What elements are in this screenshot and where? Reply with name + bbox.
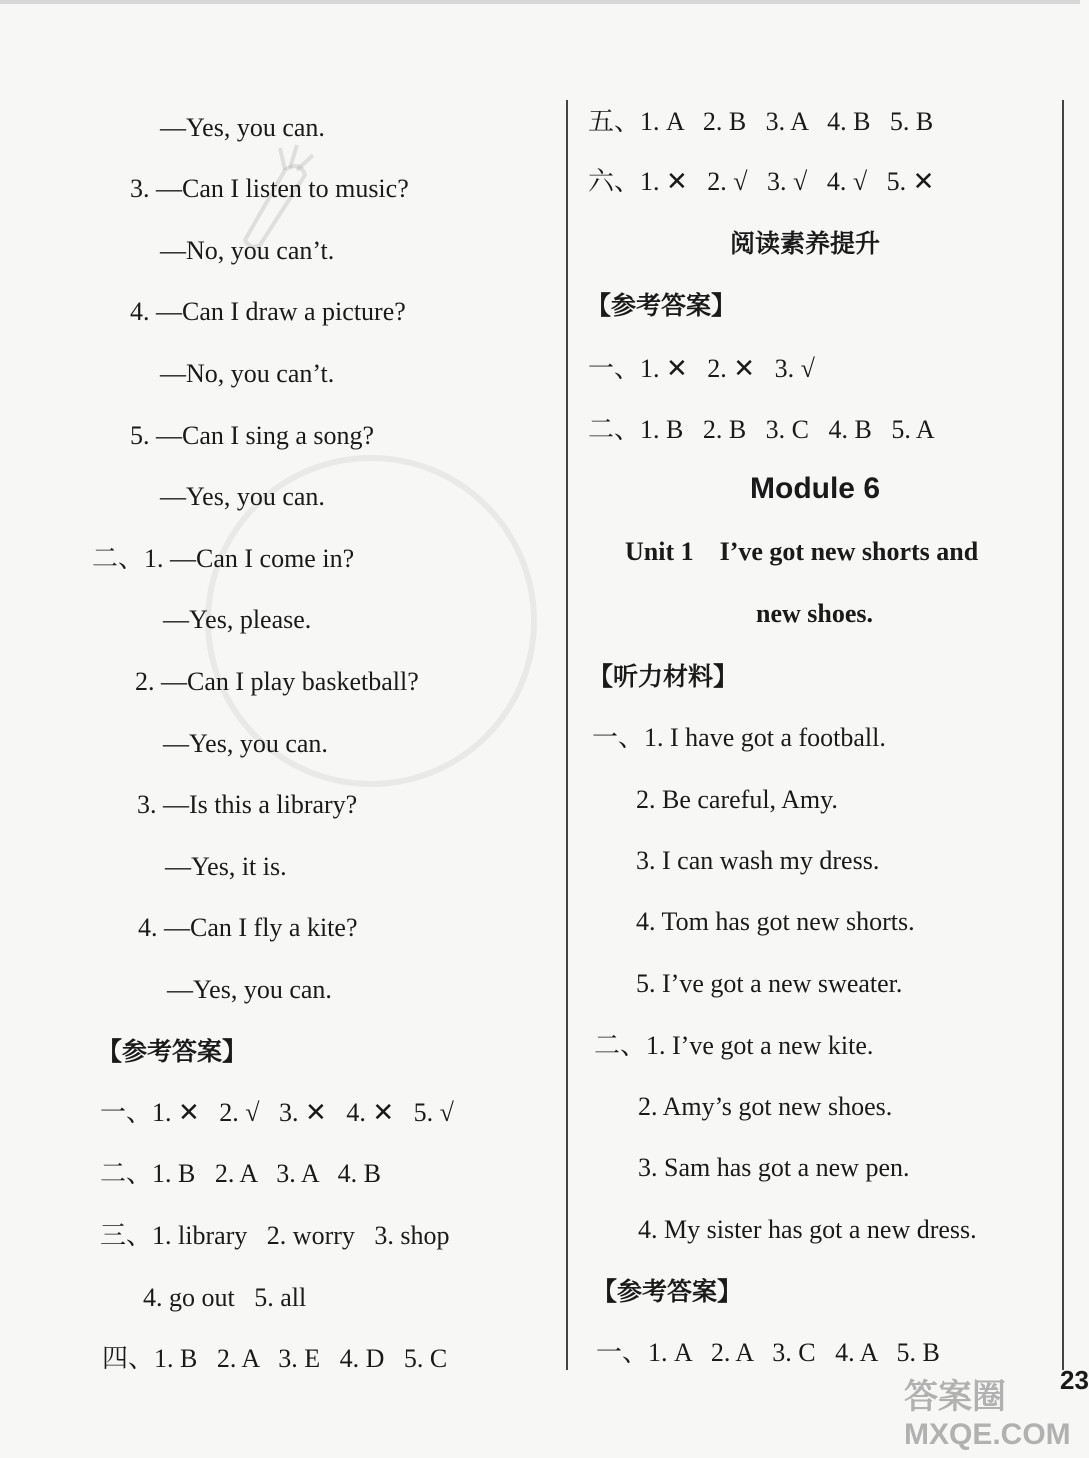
reference-answer-heading: 【参考答案】 xyxy=(97,1037,248,1066)
listening-heading: 【听力材料】 xyxy=(588,662,739,691)
listening-line: 2. Be careful, Amy. xyxy=(636,785,838,814)
right-column xyxy=(580,0,1080,1458)
listening-line: 一、1. I have got a football. xyxy=(592,723,886,752)
answer-line: 一、1. ✕ 2. √ 3. ✕ 4. ✕ 5. √ xyxy=(100,1098,454,1127)
answer-line: —Yes, you can. xyxy=(160,482,325,511)
listening-line: 4. My sister has got a new dress. xyxy=(638,1215,977,1244)
listening-line: 3. Sam has got a new pen. xyxy=(638,1153,910,1182)
listening-line: 4. Tom has got new shorts. xyxy=(636,907,915,936)
listening-line: 2. Amy’s got new shoes. xyxy=(638,1092,893,1121)
answer-line: 3. —Is this a library? xyxy=(137,790,358,819)
answer-line: —Yes, you can. xyxy=(163,729,328,758)
column-divider xyxy=(566,100,568,1370)
answer-line: —Yes, you can. xyxy=(160,113,325,142)
site-logo xyxy=(900,1370,1070,1450)
answer-line: 3. —Can I listen to music? xyxy=(130,174,409,203)
reference-answer-heading: 【参考答案】 xyxy=(592,1277,743,1306)
answer-line: 五、1. A 2. B 3. A 4. B 5. B xyxy=(588,107,934,136)
answer-line: —Yes, please. xyxy=(163,605,312,634)
answer-line: —Yes, you can. xyxy=(167,975,332,1004)
answer-line: 2. —Can I play basketball? xyxy=(135,667,419,696)
answer-line: —No, you can’t. xyxy=(160,236,335,265)
unit-title-continued: new shoes. xyxy=(756,599,874,628)
answer-line: 5. —Can I sing a song? xyxy=(130,421,375,450)
answer-line: 二、1. B 2. A 3. A 4. B xyxy=(100,1159,381,1188)
answer-line: 4. —Can I draw a picture? xyxy=(130,297,406,326)
answer-line: 4. —Can I fly a kite? xyxy=(138,913,358,942)
reading-heading: 阅读素养提升 xyxy=(730,229,881,258)
answer-line: 4. go out 5. all xyxy=(143,1283,307,1312)
answer-line: 二、1. —Can I come in? xyxy=(92,544,355,573)
answer-line: 一、1. A 2. A 3. C 4. A 5. B xyxy=(596,1338,940,1367)
answer-line: 六、1. ✕ 2. √ 3. √ 4. √ 5. ✕ xyxy=(588,167,935,196)
listening-line: 二、1. I’ve got a new kite. xyxy=(594,1031,874,1060)
page-number: 23 xyxy=(1060,1365,1089,1395)
svg-text:答案圈: 答案圈 xyxy=(904,1377,1006,1417)
answer-line: 二、1. B 2. B 3. C 4. B 5. A xyxy=(588,415,935,444)
answer-line: —No, you can’t. xyxy=(160,359,335,388)
answer-line: 四、1. B 2. A 3. E 4. D 5. C xyxy=(102,1344,448,1373)
module-title: Module 6 xyxy=(750,472,881,505)
svg-text:MXQE.COM: MXQE.COM xyxy=(904,1418,1071,1451)
reference-answer-heading: 【参考答案】 xyxy=(586,291,737,320)
listening-line: 3. I can wash my dress. xyxy=(636,846,880,875)
answer-line: 三、1. library 2. worry 3. shop xyxy=(100,1221,450,1250)
listening-line: 5. I’ve got a new sweater. xyxy=(636,969,903,998)
unit-title: Unit 1 I’ve got new shorts and xyxy=(625,537,979,566)
answer-line: —Yes, it is. xyxy=(165,852,287,881)
answer-line: 一、1. ✕ 2. ✕ 3. √ xyxy=(588,354,815,383)
